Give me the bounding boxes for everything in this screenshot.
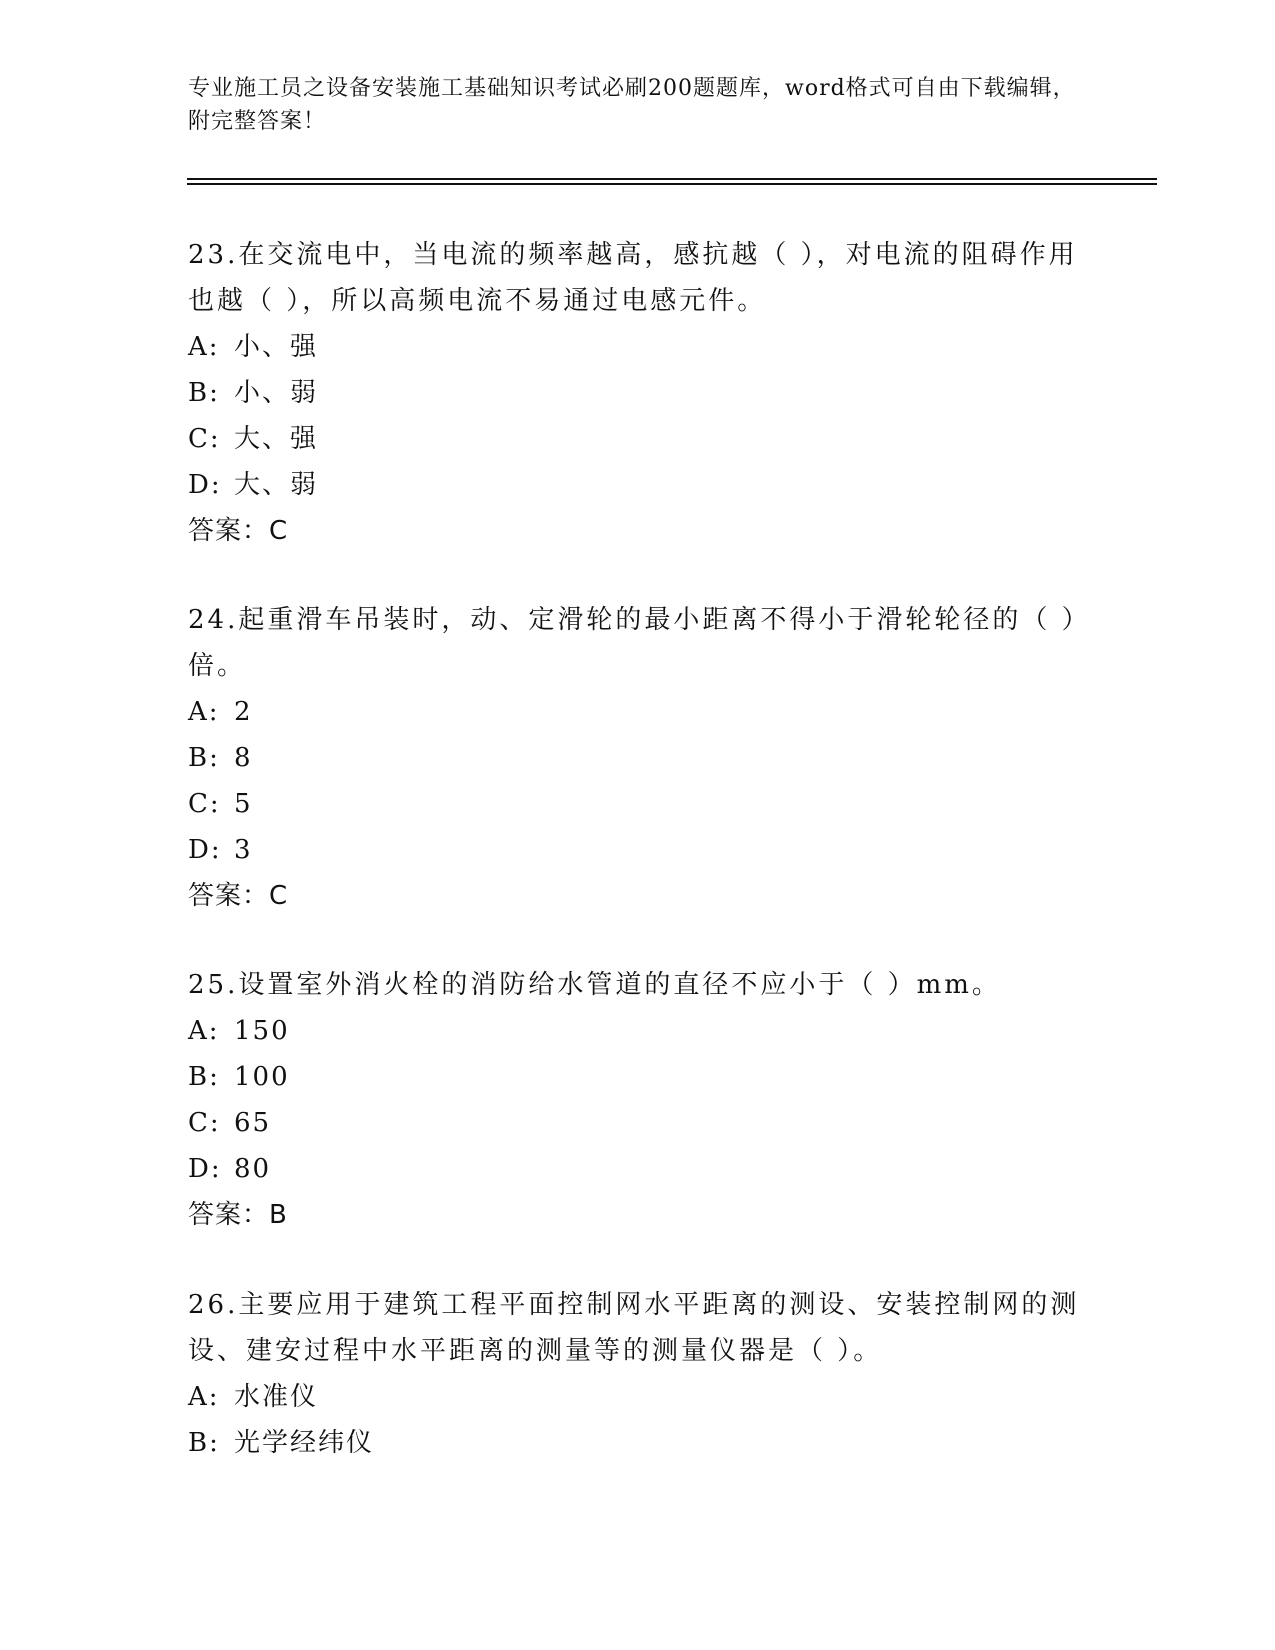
option-a [188, 1374, 1088, 1420]
option-d [188, 462, 1088, 508]
question-25 [188, 962, 1088, 1238]
option-label: B: [188, 743, 220, 773]
option-b [188, 735, 1088, 781]
question-26 [188, 1282, 1088, 1466]
question-stem: 24.起重滑车吊装时，动、定滑轮的最小距离不得小于滑轮轮径的（ ）倍。 [188, 605, 1078, 681]
option-c [188, 1100, 1088, 1146]
option-text: 小、弱 [234, 378, 319, 408]
option-c [188, 781, 1088, 827]
option-label: D: [188, 470, 222, 500]
option-label: B: [188, 1062, 220, 1092]
option-label: D: [188, 1154, 222, 1184]
option-label: B: [188, 1428, 220, 1458]
option-a [188, 324, 1088, 370]
option-label: A: [188, 697, 220, 727]
option-text: 小、强 [234, 332, 319, 362]
option-text: 8 [234, 743, 253, 773]
option-b [188, 370, 1088, 416]
option-label: A: [188, 1382, 220, 1412]
option-a [188, 689, 1088, 735]
option-a [188, 1008, 1088, 1054]
option-label: C: [188, 789, 221, 819]
question-23 [188, 232, 1088, 554]
option-text: 150 [234, 1016, 290, 1046]
option-text: 大、弱 [234, 470, 319, 500]
option-d [188, 1146, 1088, 1192]
option-text: 2 [234, 697, 253, 727]
header-rule-bottom [187, 183, 1157, 185]
option-text: 3 [234, 835, 253, 865]
option-text: 水准仪 [234, 1382, 319, 1412]
answer: 答案：C [188, 516, 289, 546]
option-label: A: [188, 1016, 220, 1046]
option-label: A: [188, 332, 220, 362]
answer: 答案：C [188, 881, 289, 911]
option-label: D: [188, 835, 222, 865]
option-text: 大、强 [234, 424, 319, 454]
option-text: 100 [234, 1062, 290, 1092]
option-text: 65 [234, 1108, 272, 1138]
header-rule-top [187, 178, 1157, 180]
option-b [188, 1054, 1088, 1100]
question-stem: 23.在交流电中，当电流的频率越高，感抗越（ ），对电流的阻碍作用也越（ ），所以高频电流不易通过电感元件。 [188, 240, 1078, 316]
option-d [188, 827, 1088, 873]
option-text: 光学经纬仪 [234, 1428, 375, 1458]
option-label: C: [188, 1108, 221, 1138]
option-label: C: [188, 424, 221, 454]
option-b [188, 1420, 1088, 1466]
option-text: 80 [234, 1154, 272, 1184]
question-24 [188, 597, 1088, 919]
document-header [188, 72, 1088, 138]
question-stem: 25.设置室外消火栓的消防给水管道的直径不应小于（ ）mm。 [188, 970, 1001, 1000]
option-text: 5 [234, 789, 253, 819]
document-title: 专业施工员之设备安装施工基础知识考试必刷200题题库，word格式可自由下载编辑，附完整答案！ [188, 76, 1076, 134]
question-stem: 26.主要应用于建筑工程平面控制网水平距离的测设、安装控制网的测设、建安过程中水平距离的测量等的测量仪器是（ ）。 [188, 1290, 1080, 1366]
option-c [188, 416, 1088, 462]
option-label: B: [188, 378, 220, 408]
answer: 答案：B [188, 1200, 288, 1230]
